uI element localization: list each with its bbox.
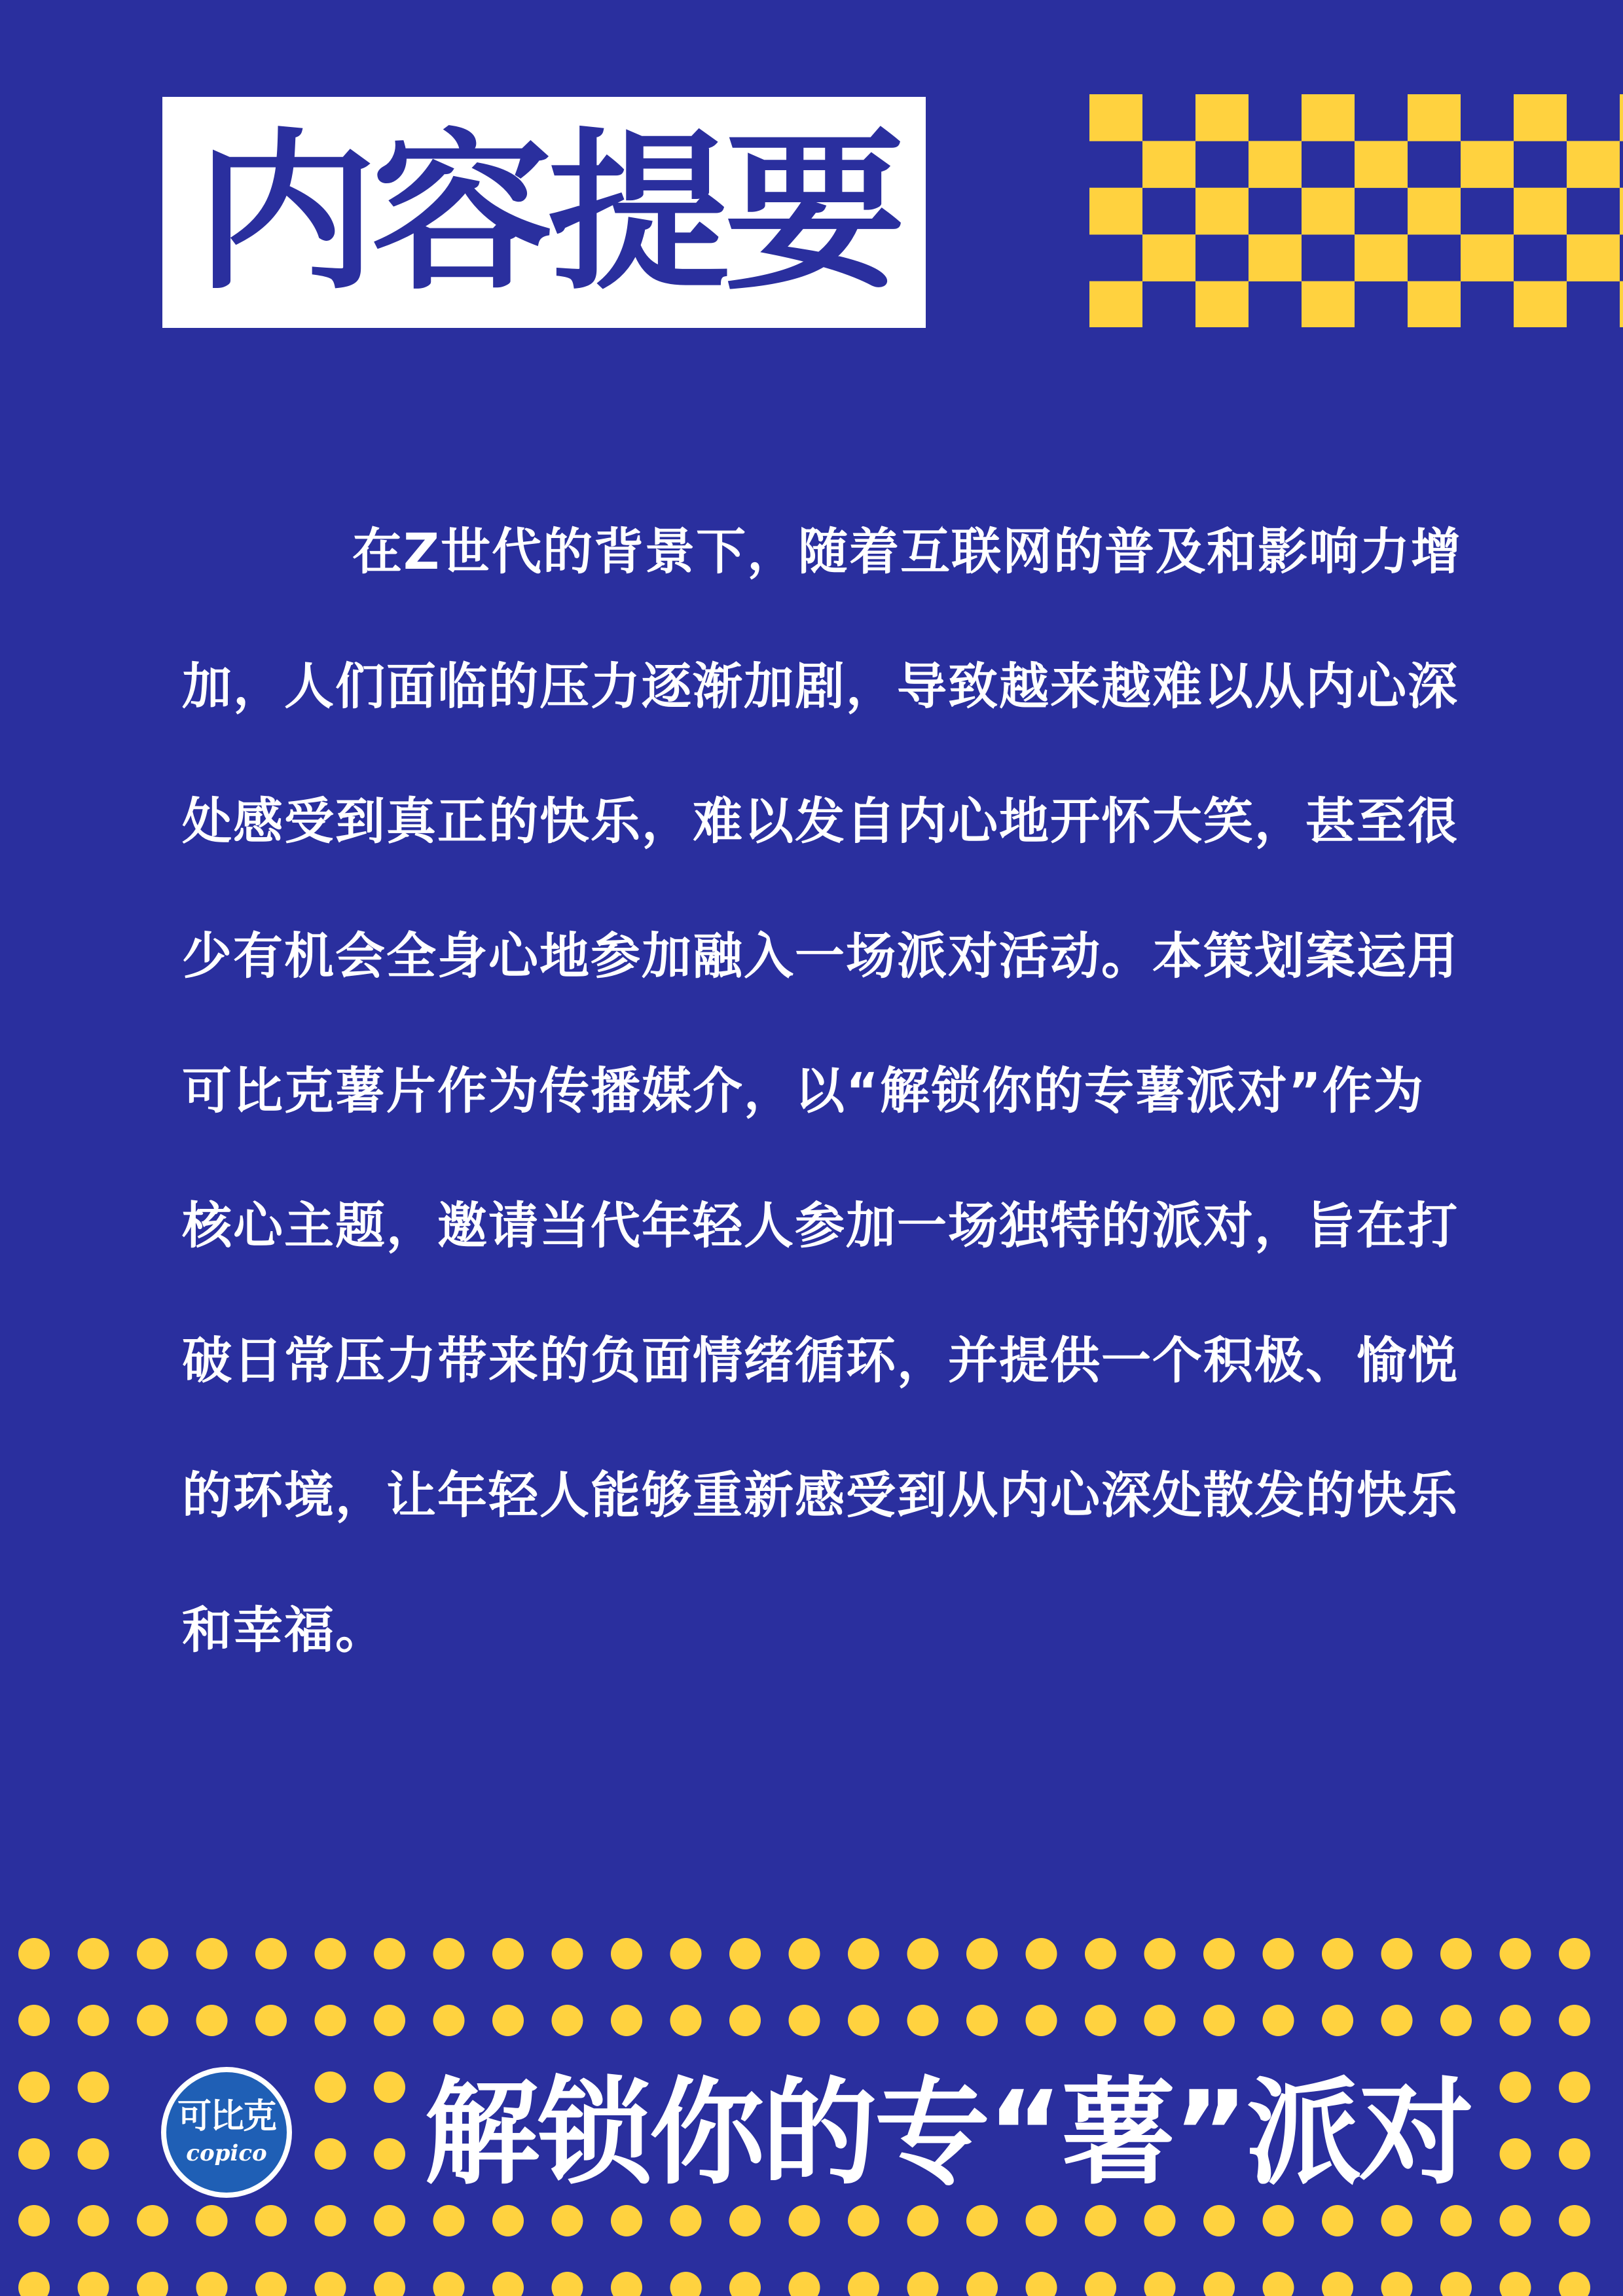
checker-square <box>1620 188 1623 235</box>
decor-dot <box>1085 2005 1116 2036</box>
checker-square <box>1195 188 1249 235</box>
decor-dot <box>374 2138 405 2170</box>
decor-dot <box>966 2205 998 2236</box>
checker-square <box>1089 94 1142 141</box>
decor-dot <box>78 1938 109 1969</box>
decor-dot <box>78 2005 109 2036</box>
decor-dot <box>374 2005 405 2036</box>
decor-dot <box>1559 1938 1590 1969</box>
decor-dot <box>1559 2272 1590 2296</box>
decor-dot <box>78 2138 109 2170</box>
decor-dot <box>18 2005 50 2036</box>
summary-paragraph: 在Z世代的背景下，随着互联网的普及和影响力增加，人们面临的压力逐渐加剧，导致越来越难以从内心深处感受到真正的快乐，难以发自内心地开怀大笑，甚至很少有机会全身心地参加融入一场派对活动。本策划案运用可比克薯片作为传播媒介，以“解锁你的专薯派对”作为核心主题，邀请当代年轻人参加一场独特的派对，旨在打破日常压力带来的负面情绪循环，并提供一个积极、愉悦的环境，让年轻人能够重新感受到从内心深处散发的快乐和幸福。 <box>182 522 1463 1659</box>
decor-dot <box>196 2272 228 2296</box>
decor-dot <box>1263 2272 1294 2296</box>
decor-dot <box>196 1938 228 1969</box>
decor-dot <box>1263 1938 1294 1969</box>
decor-dot <box>1203 2005 1235 2036</box>
decor-dot <box>1144 2005 1176 2036</box>
decor-dot <box>315 2005 346 2036</box>
checker-square <box>1089 188 1142 235</box>
decor-dot <box>1263 2005 1294 2036</box>
decor-dot <box>1440 1938 1472 1969</box>
decor-dot <box>492 2205 524 2236</box>
decor-dot <box>255 2005 287 2036</box>
decor-dot <box>1085 2272 1116 2296</box>
decor-dot <box>433 2272 465 2296</box>
decor-dot <box>1381 1938 1413 1969</box>
checker-square <box>1514 188 1567 235</box>
decor-dot <box>789 2005 820 2036</box>
checker-square <box>1302 281 1355 327</box>
decor-dot <box>1500 2072 1531 2103</box>
decor-dot <box>966 2005 998 2036</box>
decor-dot <box>492 2272 524 2296</box>
decor-dot <box>1203 2205 1235 2236</box>
checker-square <box>1355 234 1408 281</box>
decor-dot <box>552 2205 583 2236</box>
decor-dot <box>315 2072 346 2103</box>
decor-dot <box>78 2072 109 2103</box>
decor-dot <box>1500 2205 1531 2236</box>
checker-square <box>1567 141 1620 188</box>
slogan: 解锁你的专“薯”派对 <box>424 2066 1472 2200</box>
decor-dot <box>255 1938 287 1969</box>
decor-dot <box>1559 2138 1590 2170</box>
checker-square <box>1567 234 1620 281</box>
decor-dot <box>670 2005 702 2036</box>
decor-dot <box>1026 2205 1057 2236</box>
decor-dot <box>907 2205 939 2236</box>
decor-dot <box>729 1938 761 1969</box>
decor-dot <box>1440 2272 1472 2296</box>
checkerboard-pattern <box>1089 94 1623 327</box>
checker-square <box>1249 234 1302 281</box>
checker-square <box>1302 94 1355 141</box>
decor-dot <box>1381 2205 1413 2236</box>
decor-dot <box>670 2272 702 2296</box>
decor-dot <box>255 2205 287 2236</box>
checker-square <box>1620 94 1623 141</box>
decor-dot <box>1559 2205 1590 2236</box>
decor-dot <box>374 2205 405 2236</box>
checker-square <box>1408 94 1461 141</box>
checker-square <box>1408 281 1461 327</box>
decor-dot <box>1144 2205 1176 2236</box>
decor-dot <box>1500 2272 1531 2296</box>
decor-dot <box>137 2005 168 2036</box>
decor-dot <box>789 2205 820 2236</box>
title-banner <box>162 97 926 328</box>
decor-dot <box>492 2005 524 2036</box>
decor-dot <box>137 1938 168 1969</box>
decor-dot <box>1144 2272 1176 2296</box>
decor-dot <box>789 1938 820 1969</box>
decor-dot <box>729 2205 761 2236</box>
decor-dot <box>907 2272 939 2296</box>
checker-square <box>1249 141 1302 188</box>
decor-dot <box>907 1938 939 1969</box>
checker-square <box>1514 281 1567 327</box>
decor-dot <box>137 2205 168 2236</box>
checker-square <box>1514 94 1567 141</box>
decor-dot <box>670 1938 702 1969</box>
decor-dot <box>315 1938 346 1969</box>
checkerboard-decoration <box>1089 94 1623 327</box>
decor-dot <box>315 2205 346 2236</box>
decor-dot <box>1559 2005 1590 2036</box>
decor-dot <box>848 2005 879 2036</box>
decor-dot <box>196 2205 228 2236</box>
decor-dot <box>374 2272 405 2296</box>
checker-square <box>1355 141 1408 188</box>
decor-dot <box>552 1938 583 1969</box>
decor-dot <box>789 2272 820 2296</box>
decor-dot <box>1263 2205 1294 2236</box>
decor-dot <box>196 2005 228 2036</box>
decor-dot <box>18 2072 50 2103</box>
decor-dot <box>611 1938 642 1969</box>
copico-logo <box>161 2067 292 2198</box>
decor-dot <box>1203 2272 1235 2296</box>
decor-dot <box>18 2272 50 2296</box>
decor-dot <box>433 2005 465 2036</box>
decor-dot <box>137 2272 168 2296</box>
decor-dot <box>611 2005 642 2036</box>
decor-dot <box>848 1938 879 1969</box>
decor-dot <box>18 2138 50 2170</box>
decor-dot <box>729 2005 761 2036</box>
decor-dot <box>18 1938 50 1969</box>
decor-dot <box>966 1938 998 1969</box>
decor-dot <box>255 2272 287 2296</box>
decor-dot <box>670 2205 702 2236</box>
decor-dot <box>1381 2005 1413 2036</box>
decor-dot <box>552 2272 583 2296</box>
decor-dot <box>1440 2205 1472 2236</box>
decor-dot <box>1322 2272 1353 2296</box>
decor-dot <box>1322 2205 1353 2236</box>
checker-square <box>1142 141 1195 188</box>
decor-dot <box>611 2272 642 2296</box>
decor-dot <box>315 2272 346 2296</box>
decor-dot <box>1085 2205 1116 2236</box>
decor-dot <box>611 2205 642 2236</box>
decor-dot <box>848 2272 879 2296</box>
decor-dot <box>966 2272 998 2296</box>
decor-dot <box>374 1938 405 1969</box>
checker-square <box>1142 234 1195 281</box>
decor-dot <box>1203 1938 1235 1969</box>
decor-dot <box>1322 2005 1353 2036</box>
decor-dot <box>433 2205 465 2236</box>
checker-square <box>1461 234 1514 281</box>
decor-dot <box>1026 2272 1057 2296</box>
decor-dot <box>78 2272 109 2296</box>
checker-square <box>1089 281 1142 327</box>
decor-dot <box>492 1938 524 1969</box>
decor-dot <box>1026 2005 1057 2036</box>
decor-dot <box>78 2205 109 2236</box>
page-title: 内容提要 <box>195 113 900 313</box>
decor-dot <box>729 2272 761 2296</box>
logo-chinese-text: 可比克 <box>177 2097 276 2136</box>
decor-dot <box>1559 2072 1590 2103</box>
decor-dot <box>1026 1938 1057 1969</box>
decor-dot <box>907 2005 939 2036</box>
decor-dot <box>1085 1938 1116 1969</box>
checker-square <box>1620 281 1623 327</box>
logo-english-text: copico <box>186 2140 267 2166</box>
checker-square <box>1408 188 1461 235</box>
decor-dot <box>374 2072 405 2103</box>
decor-dot <box>1500 2005 1531 2036</box>
decor-dot <box>552 2005 583 2036</box>
checker-square <box>1195 94 1249 141</box>
decor-dot <box>1381 2272 1413 2296</box>
decor-dot <box>1144 1938 1176 1969</box>
decor-dot <box>1322 1938 1353 1969</box>
decor-dot <box>1440 2005 1472 2036</box>
checker-square <box>1195 281 1249 327</box>
decor-dot <box>1500 1938 1531 1969</box>
decor-dot <box>315 2138 346 2170</box>
checker-square <box>1461 141 1514 188</box>
decor-dot <box>1500 2138 1531 2170</box>
decor-dot <box>433 1938 465 1969</box>
decor-dot <box>18 2205 50 2236</box>
checker-square <box>1302 188 1355 235</box>
decor-dot <box>848 2205 879 2236</box>
